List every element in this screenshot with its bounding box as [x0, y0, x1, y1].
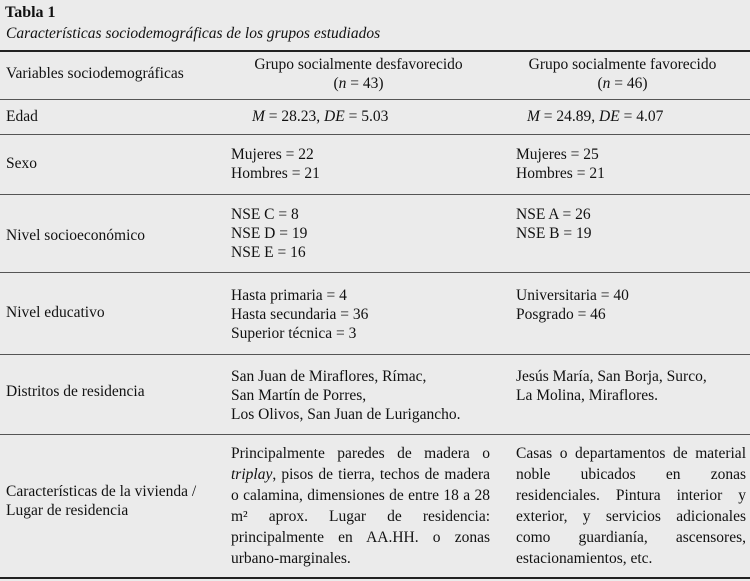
list-item: Posgrado = 46 [516, 306, 606, 323]
table-subtitle: Características sociodemográficas de los grupos estudiados [6, 25, 381, 42]
row-distritos-group1 [231, 367, 460, 424]
list-item: NSE D = 19 [231, 225, 308, 242]
row-vivienda-label: Características de la vivienda / Lugar de residencia [6, 483, 197, 519]
row-distritos-label: Distritos de residencia [6, 383, 145, 400]
row-educ-group2 [516, 286, 629, 324]
row-rule [0, 354, 750, 355]
header-group-advantaged-title: Grupo socialmente favorecido [528, 56, 717, 73]
header-group-disadvantaged-n: (n = 43) [333, 75, 384, 92]
row-edad-label: Edad [6, 108, 38, 125]
header-group-advantaged [500, 55, 745, 93]
row-vivienda-group1: Principalmente paredes de madera o triplay, pisos de tierra, techos de madera o calamina, dimensiones de entre 18 a 28 m² aprox. Lugar de residencia: principalmente en AA.HH. o zonas urbano-marginales. [231, 445, 490, 567]
row-nse-group2 [516, 205, 592, 243]
list-item: Jesús María, San Borja, Surco, [516, 368, 707, 385]
list-item: Los Olivos, San Juan de Lurigancho. [231, 406, 461, 423]
list-item: Hombres = 21 [516, 165, 605, 182]
table-bottom-rule [0, 577, 750, 579]
row-sexo-label: Sexo [6, 155, 37, 172]
row-nse-group1 [231, 205, 307, 262]
list-item: Hasta primaria = 4 [231, 287, 347, 304]
list-item: Mujeres = 25 [516, 146, 599, 163]
list-item: NSE C = 8 [231, 206, 299, 223]
list-item: Mujeres = 22 [231, 146, 314, 163]
list-item: La Molina, Miraflores. [516, 387, 659, 404]
list-item: Universitaria = 40 [516, 287, 629, 304]
header-variables: Variables sociodemográficas [6, 65, 184, 82]
row-rule [0, 134, 750, 135]
header-group-disadvantaged-title: Grupo socialmente desfavorecido [254, 56, 463, 73]
header-group-disadvantaged [225, 55, 492, 93]
table-top-rule [0, 50, 750, 52]
row-sexo-group1 [231, 145, 320, 183]
list-item: NSE A = 26 [516, 206, 591, 223]
list-item: NSE B = 19 [516, 225, 592, 242]
list-item: NSE E = 16 [231, 244, 306, 261]
row-distritos-group2 [516, 367, 707, 405]
list-item: Superior técnica = 3 [231, 325, 357, 342]
header-group-advantaged-n: (n = 46) [597, 75, 648, 92]
row-rule [0, 272, 750, 273]
row-nse-label: Nivel socioeconómico [6, 227, 146, 244]
list-item: San Juan de Miraflores, Rímac, [231, 368, 427, 385]
row-educ-label: Nivel educativo [6, 304, 105, 321]
list-item: Hasta secundaria = 36 [231, 306, 369, 323]
header-rule [0, 99, 750, 100]
row-vivienda-group2: Casas o departamentos de material noble ubicados en zonas residenciales. Pintura interior y exterior, y servicios adicionales como guardianía, ascensores, estacionamientos, etc. [516, 445, 746, 567]
row-rule [0, 434, 750, 435]
row-edad-group1: M = 28.23, DE = 5.03 [252, 108, 389, 125]
row-rule [0, 194, 750, 195]
table-title: Tabla 1 [5, 4, 56, 21]
list-item: Hombres = 21 [231, 165, 320, 182]
row-educ-group1 [231, 286, 368, 343]
list-item: San Martín de Porres, [231, 387, 367, 404]
row-sexo-group2 [516, 145, 605, 183]
row-edad-group2: M = 24.89, DE = 4.07 [527, 108, 664, 125]
